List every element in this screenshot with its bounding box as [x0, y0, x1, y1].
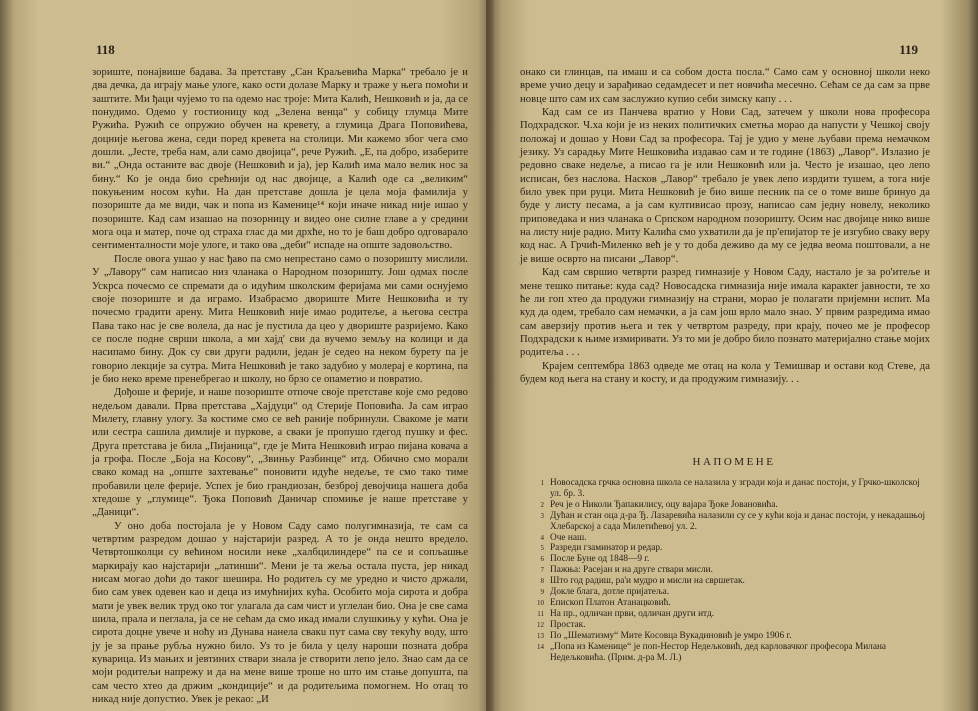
footnote-number: 13 [537, 631, 544, 640]
footnote [530, 478, 930, 500]
page-number-left: 118 [96, 42, 115, 57]
footnote-number: 4 [540, 533, 544, 542]
footnote [530, 543, 930, 554]
footnote [530, 565, 930, 576]
footnote [530, 587, 930, 598]
right-page-body [520, 66, 930, 386]
paragraph: Крајем септембра 1863 одведе ме отац на кола у Темишвар и остави код Стеве, да будем код њега на стану и косту, и да продужим гимназију. . . [520, 360, 930, 385]
footnote [530, 533, 930, 544]
footnote-number: 12 [537, 620, 544, 629]
paragraph: У оно доба постојала је у Новом Саду само полугимназија, те сам са четвртим разредом дошао у најстарији разред. А то је онда нешто вредело. Четвртошколци су већином носили неке „халбцилиндере“ па се и сопљашње маркирају као најстарији „латинши“. Мени је та жеља остала пуста, јер никад нисам могао доћи до таког шешира. Но родитељ су ме уредно и чисто држали, био сам увек одевен као и деца из имућнијих кућа. Особито моја сирота и добра мати је увек велик труд око тог улагала да сам чист и углелан био. Она је све сама шила, прала и пеглала, ја се не сећам да смо икад имали слушкињу у кући. Она је сирота доцне увече и ноћу из Дунава нанела свакu пут сама сву текућу воду, што ју је за прање рубља нужно било. Уз то је била у целу нароши позната добра куварица. Из мањих и јевтиних ствари знала је створити лепо јело. Знао сам да се моји родитељи напрежу и да на мене више троше но што им стање допушта, па сам често хтео да држим „кондиције“ и да родитељима помогнем. Но отац то никад није допустио. Увек је рекао: „И [92, 520, 468, 706]
footnote-number: 14 [537, 642, 544, 651]
footnote-number: 3 [540, 511, 544, 520]
footnote-text: После Буне од 1848—9 г. [550, 554, 650, 565]
footnote-text: „Попа из Каменице“ је поп-Нестор Недељковић, дед карловачког професора Милана Недељковића. (Прим. д-ра М. Л.) [550, 641, 887, 663]
footnote-text: Простак. [550, 619, 586, 630]
footnote-text: Реч је о Николи Ђапакилису, оцу вајара Ђоке Јовановића. [550, 499, 778, 510]
footnote-number: 5 [540, 544, 544, 553]
footnote-text: Новосадска грчка основна школа се налазила у згради која и данас постоји, у Грчко-школској ул. бр. 3. [550, 478, 920, 499]
paragraph: Дођоше и ферије, и наше позориште отпоче своје претставе које смо редово недељом давали. Прва претстава „Хајдуци“ од Стерије Поповића. Ја сам играо Милету, главну улогу. За костиме смо се већ раније побринули. Свакоме је мати или сестра сашила димлије и пуркове, а сваки је пропушо гдегод пушку и фес. Друга претстава је била „Пијаница“, где је Мита Нешковић играо пијана ковача а ја грофа. После „Боја на Косову“, „Звиньу Разбинце“ итд. Обично смо морали свако комад на „општe захтевање“ поновити идуће недеље, те смо тако тиме пробавили целе ферије. Успех је био грандиозан, безброј девојчица нашега доба хтедоше у „глумице“. Ђока Поповић Даничар спомиње је наше претставе у „Даници“. [92, 387, 468, 519]
paragraph: онако си глинцав, па имаш и са собом доста посла.“ Само сам у основној школи неко време учио децу и зарађивао седамдесет и пет новчића месечно. Сећам се да сам за прве новце што сам их сам заслужио купио себи зимску капу . . . [520, 67, 930, 105]
footnote [530, 554, 930, 565]
page-number-right: 119 [899, 42, 918, 57]
footnote [530, 511, 930, 533]
footnote-text: Разреди гзаминатор и редар. [550, 543, 663, 554]
paragraph: Кад сам свршио четврти разред гимназије у Новом Саду, настало је за ро'итеље и мене тешко питање: куда сад? Новосадска гимназија није имала каракter јавности, те хо ће ли гоп хтео да продужи гимназију на страни, морао је полагати пријемни испит. Ма куд да одем, требало сам немачки, а ја сам још врло мало знао. У првим разредима имао сам аверзију против њега и тек у четвртом разреду, при крају, почео ме је професор Подхрадски к њиме измиривати. Уз то ми је добро било познато материјално стање мојих родитеља . . . [520, 267, 930, 359]
paragraph: После овога ушао у нас ђаво па смо непрестано само о позоришту мислили. У „Лавору“ сам написао низ чланака о Народном позоришту. Још одмах после Ускрса почесмо се спремати да о идућим школским феријама ми сами оснујемо своје позориште и да играмо. Изабрасмо двориште Мите Нешковића и ту почесмо градити арену. Мита Нешковић није имао родитеље, а његова сестра Пава тако нас је све волела, да нас је пустила да цео у двориште разријемо. Како се после подне сврши школа, а ми хајд' сви да вучемо земљу на колици и да насипамо бину. Док су сви други радили, један је седео на неком бурету па је говорио лекције за сутра. Мита Нешковић је тако задубио у молерај е кортина, па је био неко време пренебрегао и школу, но брзо се опаметио и повратио. [92, 253, 468, 385]
footnote-text: Што год радиш, ра'и мудро и мисли на свршетак. [550, 576, 745, 587]
book-gutter [486, 0, 494, 711]
footnote-text: Дућан и стан оца д-ра Ђ. Лазаревића налазили су се у кући која и данас постоји, у некадашњој Хлебарској а сада Милетићевој ул. 2. [550, 510, 926, 532]
footnote [530, 620, 930, 631]
footnote-number: 6 [540, 555, 544, 564]
notes-heading: НАПОМЕНЕ [692, 456, 776, 468]
footnote-text: Пажња: Расејан и на друге ствари мисли. [550, 565, 713, 576]
footnote-text: По „Шематизму“ Мите Косовца Вукадиновић је умро 1906 г. [550, 630, 792, 641]
footnote-number: 9 [540, 588, 544, 597]
footnote [530, 576, 930, 587]
footnote-text: Докле блага, дотле пријатеља. [550, 587, 670, 598]
footnote-text: Оче наш. [550, 532, 587, 543]
footnote-number: 11 [537, 609, 544, 618]
footnote-number: 8 [540, 577, 544, 586]
footnote [530, 631, 930, 642]
footnote-text: Епископ Платон Атанацковић. [550, 597, 671, 608]
footnote [530, 500, 930, 511]
footnote [530, 642, 930, 664]
footnote [530, 598, 930, 609]
footnote-number: 2 [540, 500, 544, 509]
footnote-number: 10 [537, 598, 544, 607]
footnote [530, 609, 930, 620]
footnote-number: 1 [540, 479, 544, 487]
left-page-body [92, 66, 468, 707]
paragraph: зориште, понајвише бадава. За претставу „Сан Краљевића Марка“ требало је и два дечка, да играју мање улоге, како ости долазе Марку и траже у њега помоћи и заштите. Ми ђаци чујемо то па одемо нас троје: Мита Калић, Нешковић и ја, да се понудимо. Одемо у гостионицу код „Зелена венца“ у собицу глумца Мите Ружића. Ружић се опружио обучен на кревету, а глумица Драга Поповићева, доцније његова жена, седи поред кревета на столици. Ми кажемо због чега смо дошли. „Јесте, треба нам, али само двојица“, рече Ружић. „Е, па добро, изаберите ви.“ „Онда останите вас двоје (Нешковић и ја), јер Калић има мало велик нос за бину.“ Ко је онда био срећнији од нас двојице, а Калић оде са „великим“ покуњеним носом кући. На дан претставе дошла је цела моја фамилија у позориште да ме види, чак и попа из Каменице¹⁴ који иначе никад није ишао у позориште. Кад сам изашао на позорницу и видео оне силне главе а у средини мога оца и матер, поче од страха глас да ми дрхће, но то је баш добро одговарало сентименталности моје улоге, и тако ова „деби“ испаде на опште задовољство. [92, 67, 468, 252]
footnote-number: 7 [540, 566, 544, 575]
right-page [490, 0, 978, 711]
paragraph: Кад сам се из Панчева вратио у Нови Сад, затечем у школи нова професора Подхрадског. Ч.ха који је из неких политичких сметња морао да напусти у Чешкој своју положај и дошао у Нови Сад за професора. Тај је удио у мене љубави према немачком језику. Уз сарадњу Мите Нешковића издавао сам и те године (1863) „Лавор“. Излазио је редовно сваке недеље, а писао га је или Нешковић или ја. Често је изашао, цео лепо исписан, без насловa. Насков „Лавор“ требало је увек лепо изрдити тушем, а тога није било увек при руци. Мита Нешковић је био више песник па се о томе више бринуо да буде у листу песама, а ја сам култивисао прозу, написао сам једну новелу, неколико приповедака и низ чланака о Српском народном позоришту. Осим нас двојице нико више на листу није радио. Миту Калића смо ухватили да је пр'епијатор те је изгубио сваку веру код нас. А Грчић-Миленко већ је у то доба деживо да му се једва веома поштовали, а не је више осврто на писани „Лавор“. [520, 107, 930, 265]
footnotes-list [530, 478, 930, 663]
footnote-text: На пр., одличан први, одличан други итд. [550, 608, 715, 619]
